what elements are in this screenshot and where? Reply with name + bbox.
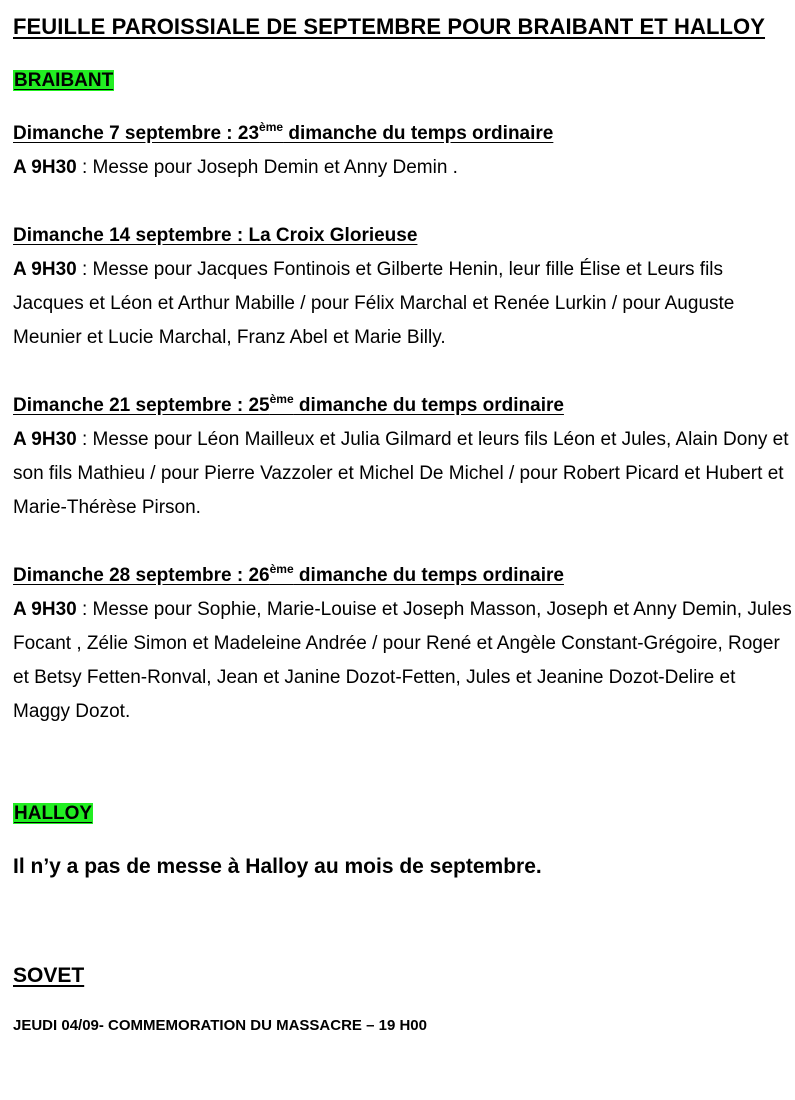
entry-heading (13, 219, 793, 253)
entry-date: Dimanche 28 septembre : 26 (13, 565, 270, 586)
entry-body (13, 151, 793, 185)
entry-body (13, 253, 793, 355)
entry-sup: ème (269, 392, 294, 406)
section-braibant-heading (13, 70, 114, 92)
entry-occasion: dimanche du temps ordinaire (283, 123, 554, 144)
entry-occasion: dimanche du temps ordinaire (293, 565, 564, 586)
section-braibant-label: BRAIBANT (14, 70, 114, 91)
entry-text: : Messe pour Sophie, Marie-Louise et Joseph Masson, Joseph et Anny Demin, Jules Focant , Zélie Simon et Madeleine Andrée / pour René et Angèle Constant-Grégoire, Roger et Betsy Fetten-Ronval, Jean et Janine Dozot-Fetten, Jules et Jeanine Dozot-Delire et Maggy Dozot. (13, 599, 792, 722)
section-sovet-heading: SOVET (13, 964, 85, 987)
entry-heading (13, 389, 793, 423)
entry-text: : Messe pour Joseph Demin et Anny Demin . (76, 157, 458, 178)
entry-time: A 9H30 (13, 599, 77, 620)
mass-entry-sept-7 (13, 117, 793, 185)
entry-text: : Messe pour Léon Mailleux et Julia Gilmard et leurs fils Léon et Jules, Alain Dony et son fils Mathieu / pour Pierre Vazzoler et Michel De Michel / pour Robert Picard et Hubert et Marie-Thérèse Pirson. (13, 429, 789, 518)
entry-date: Dimanche 21 septembre : 25 (13, 395, 270, 416)
section-halloy-heading (13, 803, 93, 825)
entry-occasion: dimanche du temps ordinaire (293, 395, 564, 416)
entry-time: A 9H30 (13, 157, 77, 178)
entry-date: Dimanche 7 septembre : 23 (13, 123, 260, 144)
mass-entry-sept-21 (13, 389, 793, 525)
entry-sup: ème (269, 562, 294, 576)
section-halloy-label: HALLOY (14, 803, 93, 824)
sovet-event: JEUDI 04/09- COMMEMORATION DU MASSACRE – 19 H00 (13, 1017, 427, 1034)
entry-sup: ème (259, 120, 284, 134)
page-title: FEUILLE PAROISSIALE DE SEPTEMBRE POUR BRAIBANT ET HALLOY (13, 14, 766, 39)
entry-date: Dimanche 14 septembre : La Croix Glorieuse (13, 225, 418, 246)
entry-heading (13, 117, 793, 151)
entry-body (13, 423, 793, 525)
entry-time: A 9H30 (13, 429, 77, 450)
entry-text: : Messe pour Jacques Fontinois et Gilberte Henin, leur fille Élise et Leurs fils Jacques et Léon et Arthur Mabille / pour Félix Marchal et Renée Lurkin / pour Auguste Meunier et Lucie Marchal, Franz Abel et Marie Billy. (13, 259, 735, 348)
entry-heading (13, 559, 793, 593)
entry-time: A 9H30 (13, 259, 77, 280)
entry-body (13, 593, 793, 729)
mass-entry-sept-14 (13, 219, 793, 355)
halloy-note: Il n’y a pas de messe à Halloy au mois de septembre. (13, 855, 542, 878)
mass-entry-sept-28 (13, 559, 793, 729)
